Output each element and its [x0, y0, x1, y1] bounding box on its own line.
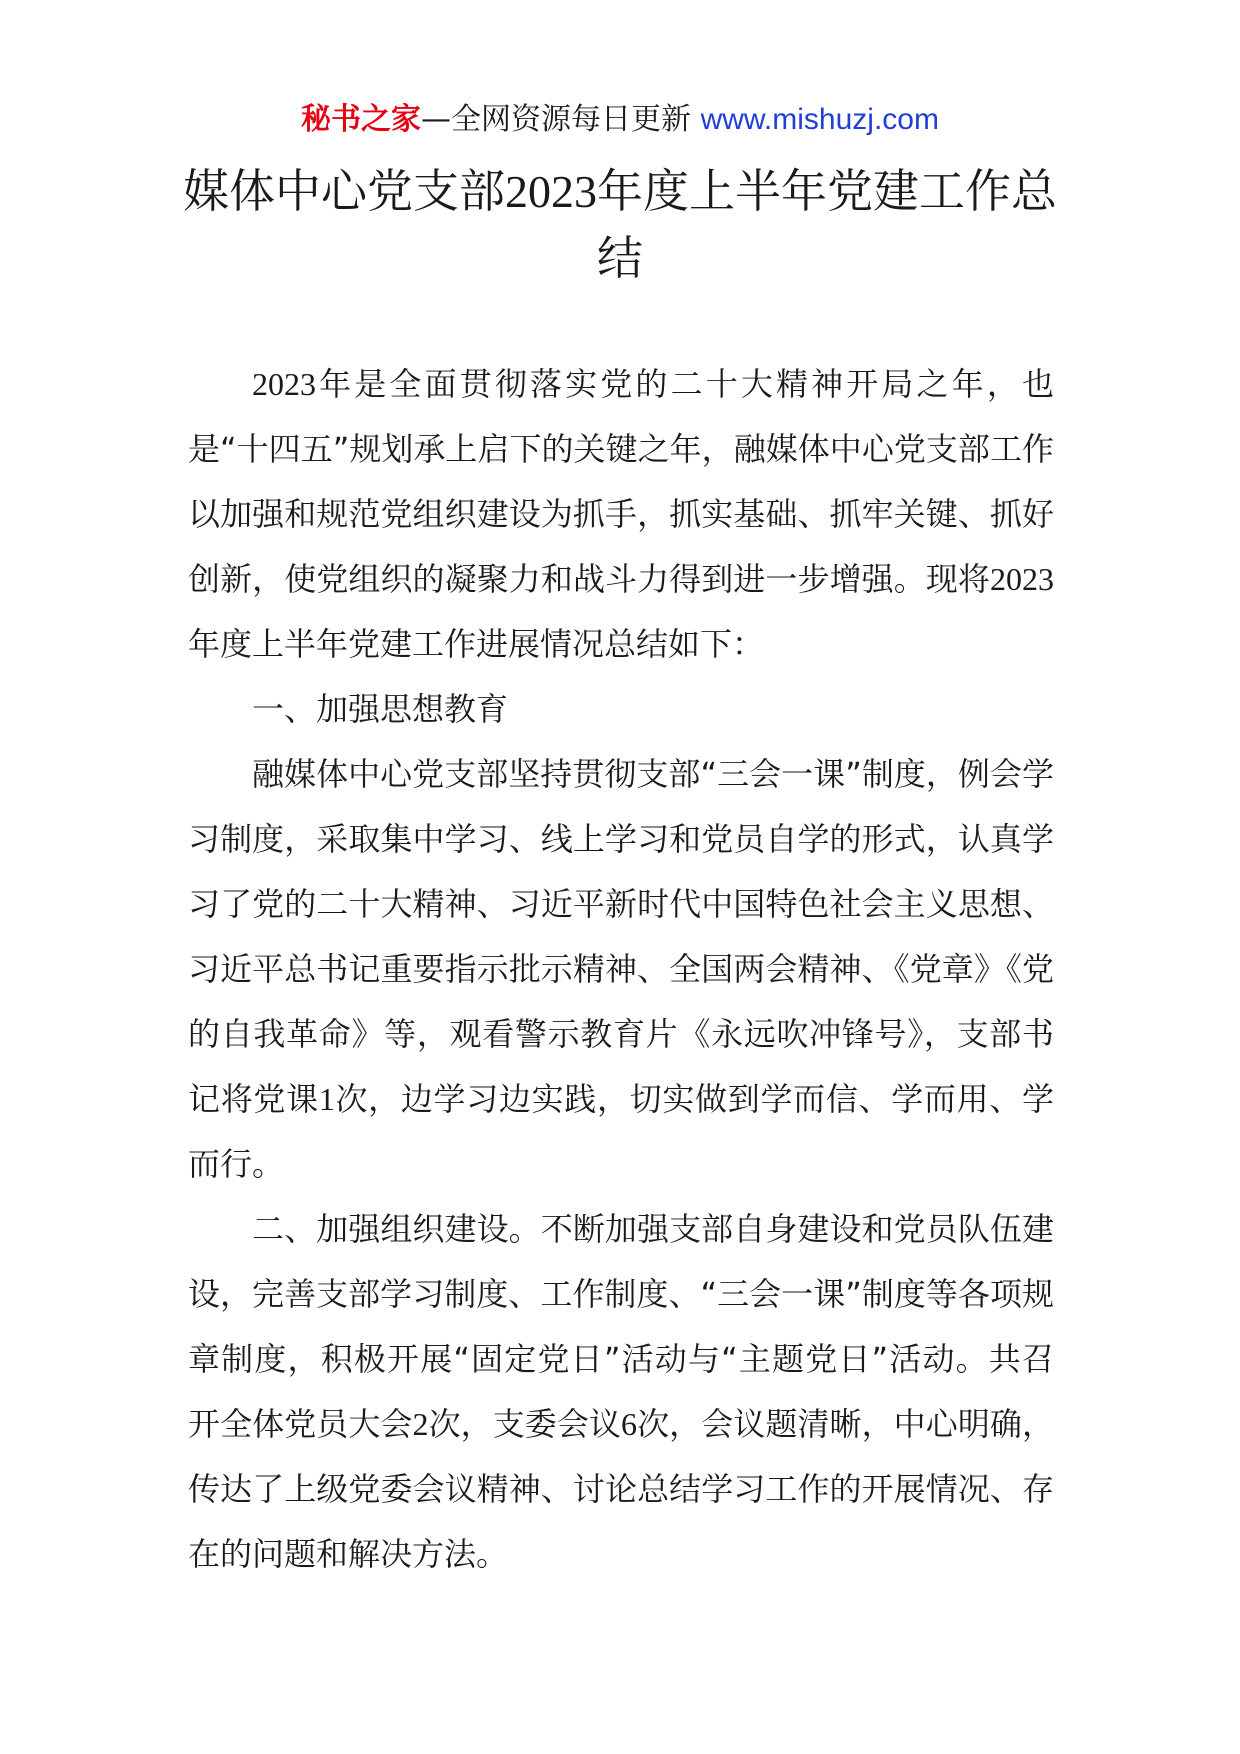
document-title: 媒体中心党支部2023年度上半年党建工作总结 [183, 164, 1057, 285]
site-tagline: —全网资源每日更新 [421, 102, 701, 137]
site-brand: 秘书之家 [301, 102, 422, 137]
site-url-link[interactable]: www.mishuzj.com [700, 103, 939, 136]
document-body [188, 352, 1054, 1587]
section-heading-1: 一、加强思想教育 [252, 690, 509, 728]
paragraph-section-1: 融媒体中心党支部坚持贯彻支部“三会一课”制度，例会学习制度，采取集中学习、线上学习和党员自学的形式，认真学习了党的二十大精神、习近平新时代中国特色社会主义思想、习近平总书记重要指示批示精神、全国两会精神、《党章》《党的自我革命》等，观看警示教育片《永远吹冲锋号》，支部书记将党课1次，边学习边实践，切实做到学而信、学而用、学而行。 [188, 755, 1054, 1183]
paragraph-section-2: 二、加强组织建设。不断加强支部自身建设和党员队伍建设，完善支部学习制度、工作制度、“三会一课”制度等各项规章制度，积极开展“固定党日”活动与“主题党日”活动。共召开全体党员大会2次，支委会议6次，会议题清晰，中心明确，传达了上级党委会议精神、讨论总结学习工作的开展情况、存在的问题和解决方法。 [188, 1210, 1054, 1573]
site-header [0, 100, 1240, 140]
paragraph-intro: 2023年是全面贯彻落实党的二十大精神开局之年，也是“十四五”规划承上启下的关键之年，融媒体中心党支部工作以加强和规范党组织建设为抓手，抓实基础、抓牢关键、抓好创新，使党组织的凝聚力和战斗力得到进一步增强。现将2023年度上半年党建工作进展情况总结如下： [188, 365, 1054, 663]
